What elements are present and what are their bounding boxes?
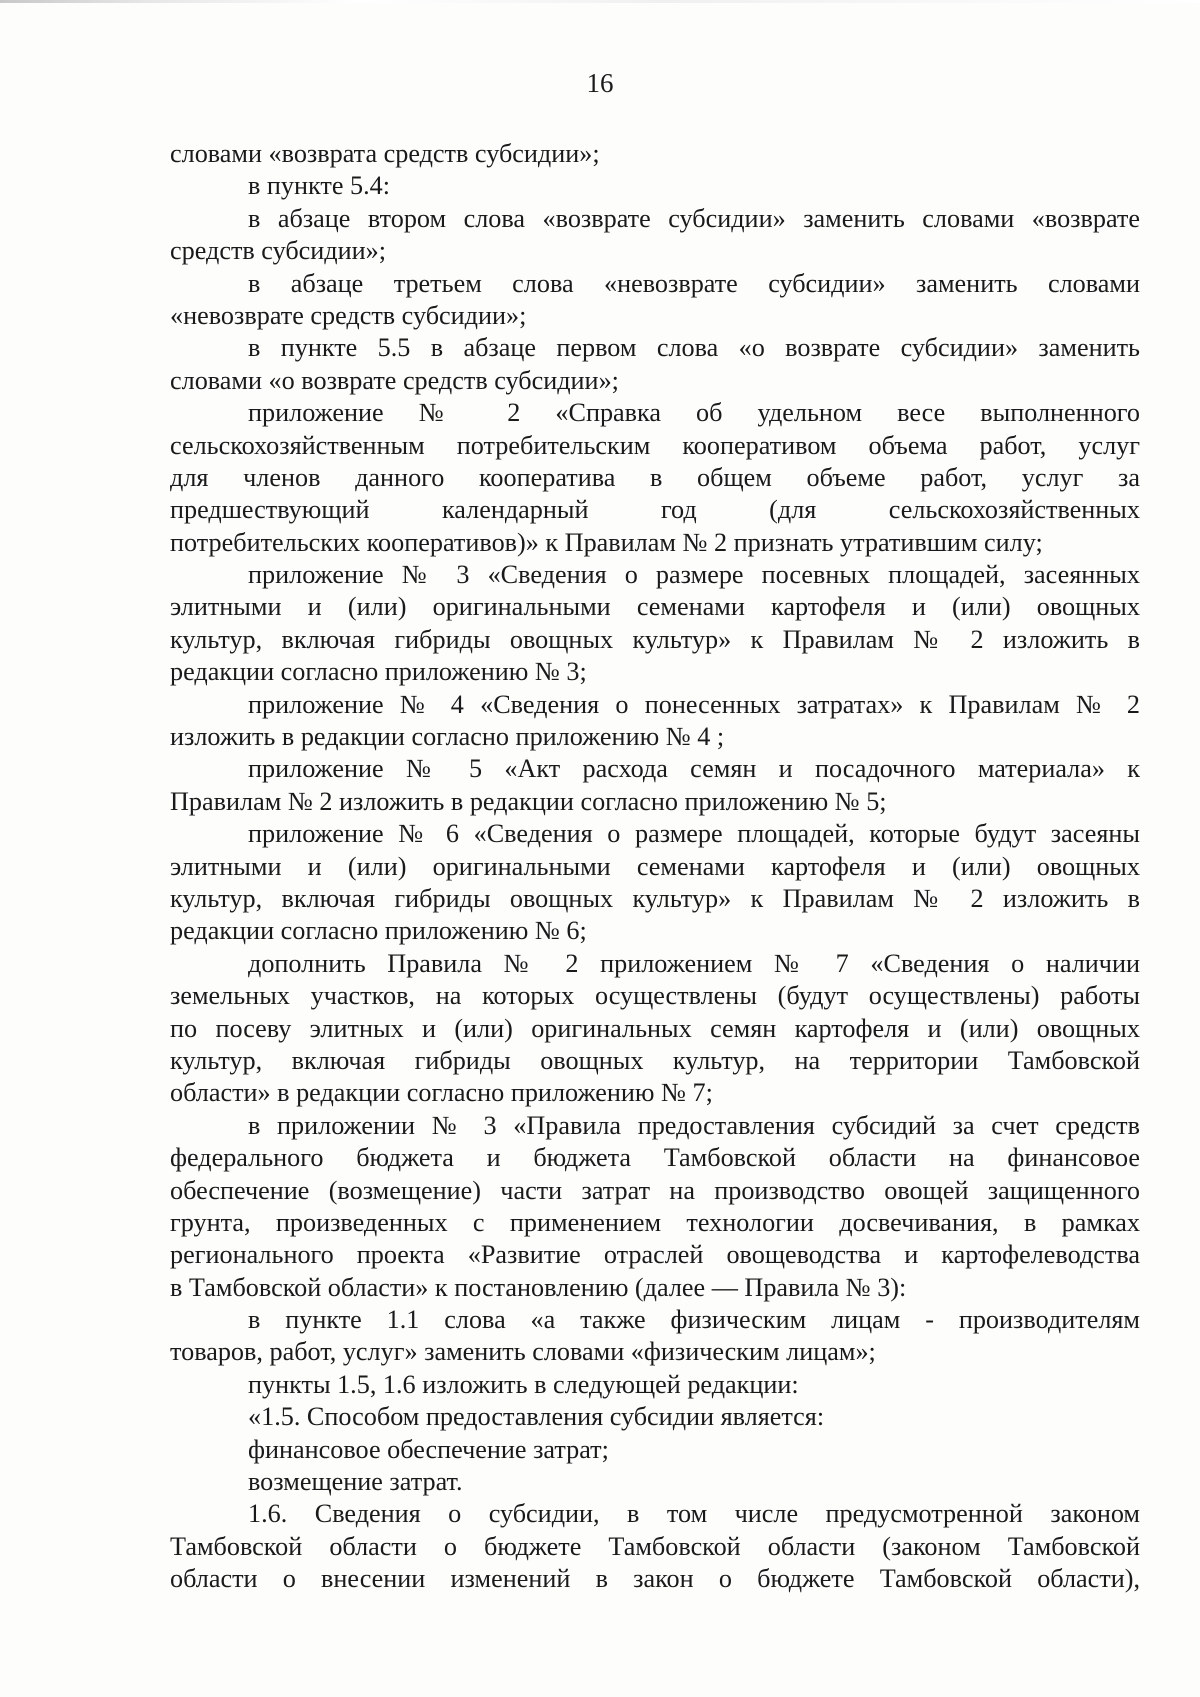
text-line: сельскохозяйственным потребительским кооперативом объема работ, услуг [170,430,1140,460]
text-line: в пункте 1.1 слова «а также физическим лицам - производителям [248,1305,1140,1335]
text-line: в абзаце втором слова «возврате субсидии» заменить словами «возврате [248,203,1140,233]
text-line: в абзаце третьем слова «невозврате субсидии» заменить словами [248,268,1140,298]
text-line: культур, включая гибриды овощных культур» к Правилам № 2 изложить в [170,624,1140,654]
text-line: элитными и (или) оригинальными семенами картофеля и (или) овощных [170,592,1140,622]
text-line: 1.6. Сведения о субсидии, в том числе предусмотренной законом [248,1499,1140,1529]
text-line: в приложении № 3 «Правила предоставления субсидий за счет средств [248,1110,1140,1140]
text-line: культур, включая гибриды овощных культур» к Правилам № 2 изложить в [170,883,1140,913]
text-line: словами «о возврате средств субсидии»; [170,365,619,395]
text-line: приложение № 3 «Сведения о размере посевных площадей, засеянных [248,560,1140,590]
text-line: грунта, произведенных с применением технологии досвечивания, в рамках [170,1207,1140,1237]
text-line: по посеву элитных и (или) оригинальных семян картофеля и (или) овощных [170,1013,1140,1043]
text-line: финансовое обеспечение затрат; [248,1434,609,1464]
text-line: редакции согласно приложению № 3; [170,657,587,687]
text-line: для членов данного кооператива в общем объеме работ, услуг за [170,462,1140,492]
text-line: элитными и (или) оригинальными семенами картофеля и (или) овощных [170,851,1140,881]
text-line: обеспечение (возмещение) части затрат на производство овощей защищенного [170,1175,1140,1205]
text-line: в пункте 5.5 в абзаце первом слова «о возврате субсидии» заменить [248,333,1140,363]
text-line: федерального бюджета и бюджета Тамбовской области на финансовое [170,1143,1140,1173]
text-line: приложение № 4 «Сведения о понесенных затратах» к Правилам № 2 [248,689,1140,719]
text-line: Правилам № 2 изложить в редакции согласно приложению № 5; [170,786,887,816]
text-line: предшествующий календарный год (для сельскохозяйственных [170,495,1140,525]
text-line: культур, включая гибриды овощных культур, на территории Тамбовской [170,1045,1140,1075]
text-line: приложение № 5 «Акт расхода семян и посадочного материала» к [248,754,1140,784]
text-line: области о внесении изменений в закон о бюджете Тамбовской области), [170,1564,1140,1594]
text-line: товаров, работ, услуг» заменить словами «физическим лицам»; [170,1337,876,1367]
text-line: «невозврате средств субсидии»; [170,300,527,330]
text-line: приложение № 2 «Справка об удельном весе выполненного [248,398,1140,428]
text-line: дополнить Правила № 2 приложением № 7 «Сведения о наличии [248,948,1140,978]
text-line: в пункте 5.4: [248,171,391,201]
text-line: средств субсидии»; [170,236,387,266]
text-line: регионального проекта «Развитие отраслей овощеводства и картофелеводства [170,1240,1140,1270]
scan-edge [0,0,1200,3]
page-number: 16 [586,68,614,98]
text-line: Тамбовской области о бюджете Тамбовской области (законом Тамбовской [170,1531,1140,1561]
text-line: изложить в редакции согласно приложению № 4 ; [170,722,725,752]
text-line: приложение № 6 «Сведения о размере площадей, которые будут засеяны [248,819,1140,849]
text-line: земельных участков, на которых осуществлены (будут осуществлены) работы [170,981,1140,1011]
text-line: пункты 1.5, 1.6 изложить в следующей редакции: [248,1369,799,1399]
text-line: редакции согласно приложению № 6; [170,916,587,946]
text-line: потребительских кооперативов)» к Правилам № 2 признать утратившим силу; [170,527,1043,557]
text-line: возмещение затрат. [248,1467,463,1497]
text-line: «1.5. Способом предоставления субсидии является: [248,1402,825,1432]
text-line: области» в редакции согласно приложению № 7; [170,1078,713,1108]
text-line: словами «возврата средств субсидии»; [170,139,600,168]
document-body [170,138,1140,1596]
text-line: в Тамбовской области» к постановлению (далее — Правила № 3): [170,1272,907,1302]
